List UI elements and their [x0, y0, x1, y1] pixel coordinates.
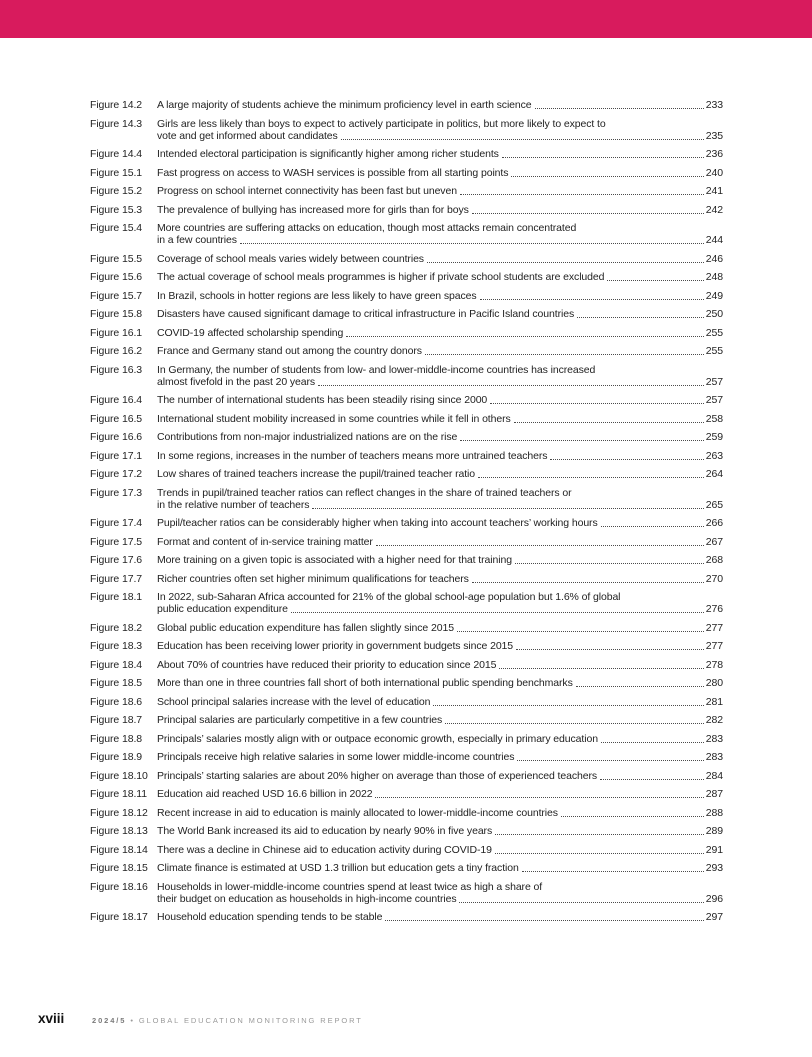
dot-leader — [517, 760, 703, 761]
figure-title: More training on a given topic is associated with a higher need for that training — [157, 554, 512, 566]
page-number: 287 — [705, 788, 723, 800]
page-number: 258 — [705, 412, 723, 425]
figure-label: Figure 16.4 — [90, 394, 143, 406]
figure-label: Figure 16.6 — [90, 431, 143, 443]
toc-entry — [90, 714, 723, 726]
figure-title: Intended electoral participation is significantly higher among richer students — [157, 148, 499, 160]
figure-title: The number of international students has been steadily rising since 2000 — [157, 394, 488, 406]
toc-entry — [90, 271, 723, 283]
figure-title-block — [157, 807, 723, 819]
dot-leader — [460, 440, 703, 441]
toc-entry — [90, 345, 723, 357]
figure-label: Figure 18.7 — [90, 714, 143, 726]
toc-entry — [90, 364, 723, 388]
figure-label: Figure 17.3 — [90, 486, 143, 499]
running-footer — [92, 1016, 363, 1025]
toc-entry — [90, 696, 723, 708]
figure-label: Figure 18.9 — [90, 751, 143, 763]
toc-entry — [90, 844, 723, 856]
figure-label: Figure 14.2 — [90, 99, 143, 111]
figure-title: Education has been receiving lower priority in government budgets since 2015 — [157, 640, 514, 652]
figure-title-block — [157, 517, 723, 529]
figure-title-block — [157, 640, 723, 652]
figure-title-block — [157, 696, 723, 708]
page-number: 265 — [705, 498, 723, 511]
figure-title-block — [157, 487, 723, 511]
page-number: 282 — [705, 714, 723, 726]
dot-leader — [601, 742, 704, 743]
toc-entry — [90, 677, 723, 689]
toc-entry — [90, 591, 723, 615]
figure-title-block — [157, 573, 723, 585]
page-number: 248 — [705, 271, 723, 283]
figure-title-block — [157, 413, 723, 425]
figure-title: COVID-19 affected scholarship spending — [157, 326, 344, 339]
figure-title-block — [157, 844, 723, 856]
dot-leader — [472, 582, 704, 583]
dot-leader — [516, 649, 704, 650]
toc-entry — [90, 185, 723, 197]
toc-entry — [90, 825, 723, 837]
dot-leader — [514, 422, 704, 423]
page-number: 244 — [705, 234, 723, 246]
dot-leader — [561, 816, 704, 817]
page-number: 235 — [705, 129, 723, 142]
page-number: 277 — [705, 621, 723, 634]
figure-label: Figure 18.11 — [90, 788, 147, 800]
figure-title-block — [157, 770, 723, 782]
figure-title-block — [157, 468, 723, 480]
toc-entry — [90, 862, 723, 874]
dot-leader — [240, 243, 704, 244]
figure-label: Figure 17.4 — [90, 517, 143, 529]
page-number: 296 — [705, 892, 723, 905]
toc-entry — [90, 573, 723, 585]
figure-title-block — [157, 431, 723, 443]
figure-title: Household education spending tends to be stable — [157, 911, 383, 923]
figure-title: Climate finance is estimated at USD 1.3 trillion but education gets a tiny fraction — [157, 862, 519, 874]
dot-leader — [459, 902, 703, 903]
figure-label: Figure 18.3 — [90, 640, 143, 652]
figure-title: The prevalence of bullying has increased more for girls than for boys — [157, 203, 469, 216]
figure-title-block — [157, 364, 723, 388]
figure-label: Figure 14.3 — [90, 117, 143, 130]
figure-title-block — [157, 862, 723, 874]
toc-entry — [90, 327, 723, 339]
figure-title: Coverage of school meals varies widely between countries — [157, 252, 424, 265]
dot-leader — [425, 354, 704, 355]
page-number: 236 — [705, 148, 723, 160]
figure-title: vote and get informed about candidates — [157, 129, 338, 142]
page-number: 297 — [705, 911, 723, 923]
figure-title-block — [157, 118, 723, 142]
figure-title-block — [157, 345, 723, 357]
dot-leader — [495, 853, 704, 854]
figure-title: Progress on school internet connectivity has been fast but uneven — [157, 185, 457, 197]
dot-leader — [346, 336, 703, 337]
dot-leader — [495, 834, 704, 835]
figure-title-block — [157, 554, 723, 566]
figure-title: The World Bank increased its aid to education by nearly 90% in five years — [157, 825, 493, 837]
figure-label: Figure 18.6 — [90, 695, 143, 708]
figure-label: Figure 18.13 — [90, 825, 148, 837]
bullet-separator: • — [130, 1016, 135, 1025]
dot-leader — [472, 213, 704, 214]
figure-label: Figure 16.5 — [90, 412, 143, 425]
figure-title-block — [157, 450, 723, 462]
toc-entry — [90, 622, 723, 634]
toc-entry — [90, 253, 723, 265]
dot-leader — [478, 477, 704, 478]
dot-leader — [499, 668, 703, 669]
figure-label: Figure 18.5 — [90, 677, 143, 689]
dot-leader — [445, 723, 704, 724]
figure-title: About 70% of countries have reduced their priority to education since 2015 — [157, 658, 497, 671]
page-number: 240 — [705, 166, 723, 179]
figure-title: their budget on education as households in high-income countries — [157, 892, 457, 905]
figure-label: Figure 17.7 — [90, 572, 143, 585]
figure-title: Recent increase in aid to education is mainly allocated to lower-middle-income countries — [157, 806, 558, 819]
page-number: 267 — [705, 535, 723, 548]
dot-leader — [607, 280, 703, 281]
figure-title-block — [157, 733, 723, 745]
figure-label: Figure 18.16 — [90, 880, 148, 893]
figure-title: almost fivefold in the past 20 years — [157, 375, 316, 388]
dot-leader — [550, 459, 703, 460]
dot-leader — [460, 194, 704, 195]
page-number: 255 — [705, 345, 723, 357]
toc-entry — [90, 659, 723, 671]
figure-title: The actual coverage of school meals programmes is higher if private school students are excluded — [157, 271, 605, 283]
figure-title: More than one in three countries fall short of both international public spending benchmarks — [157, 677, 573, 689]
figure-title-block — [157, 788, 723, 800]
dot-leader — [511, 176, 703, 177]
figure-label: Figure 18.14 — [90, 843, 148, 856]
toc-entry — [90, 413, 723, 425]
toc-entry — [90, 290, 723, 302]
toc-entry — [90, 148, 723, 160]
page-number: 283 — [705, 751, 723, 763]
figure-title: Low shares of trained teachers increase the pupil/trained teacher ratio — [157, 468, 476, 480]
page-number: 283 — [705, 732, 723, 745]
toc-entry — [90, 788, 723, 800]
figure-title: in a few countries — [157, 234, 237, 246]
page-number: 277 — [705, 640, 723, 652]
figure-title: public education expenditure — [157, 603, 288, 615]
figure-title: Global public education expenditure has fallen slightly since 2015 — [157, 621, 454, 634]
figure-title-block — [157, 714, 723, 726]
figure-title-block — [157, 167, 723, 179]
toc-entry — [90, 204, 723, 216]
figure-label: Figure 14.4 — [90, 148, 143, 160]
toc-entry — [90, 167, 723, 179]
figure-title-block — [157, 825, 723, 837]
toc-entry — [90, 881, 723, 905]
figure-title: Principals’ starting salaries are about 20% higher on average than those of experienced teachers — [157, 769, 598, 782]
figure-title-block — [157, 659, 723, 671]
figure-label: Figure 16.2 — [90, 345, 143, 357]
figure-title-block — [157, 622, 723, 634]
figure-title: in the relative number of teachers — [157, 498, 310, 511]
page-number: 242 — [705, 203, 723, 216]
dot-leader — [535, 108, 704, 109]
dot-leader — [490, 403, 704, 404]
figure-label: Figure 15.2 — [90, 185, 143, 197]
figure-title-block — [157, 271, 723, 283]
page-number: 250 — [705, 308, 723, 320]
dot-leader — [457, 631, 704, 632]
dot-leader — [318, 385, 704, 386]
figure-label: Figure 18.4 — [90, 658, 143, 671]
figure-label: Figure 15.5 — [90, 252, 143, 265]
dot-leader — [515, 563, 704, 564]
report-title: GLOBAL EDUCATION MONITORING REPORT — [138, 1016, 363, 1025]
figure-title: Principal salaries are particularly competitive in a few countries — [157, 714, 443, 726]
page-number: 288 — [705, 806, 723, 819]
toc-entry — [90, 222, 723, 246]
page-number: 278 — [705, 658, 723, 671]
page-number: 289 — [705, 825, 723, 837]
dot-leader — [291, 612, 704, 613]
figure-title-block — [157, 751, 723, 763]
page-number: 270 — [705, 572, 723, 585]
page-number: 263 — [705, 449, 723, 462]
figure-title: Education aid reached USD 16.6 billion in 2022 — [157, 788, 373, 800]
figure-title: International student mobility increased in some countries while it fell in others — [157, 412, 511, 425]
toc-entry — [90, 468, 723, 480]
figure-title: School principal salaries increase with the level of education — [157, 695, 431, 708]
toc-entry — [90, 733, 723, 745]
figure-title-block — [157, 881, 723, 905]
toc-entry — [90, 640, 723, 652]
figure-title-block — [157, 394, 723, 406]
figure-title-block — [157, 204, 723, 216]
toc-entry — [90, 536, 723, 548]
dot-leader — [577, 317, 704, 318]
dot-leader — [600, 779, 704, 780]
figure-title: Contributions from non-major industrialized nations are on the rise — [157, 431, 458, 443]
report-edition: 2024/5 — [92, 1016, 127, 1025]
figure-title-block — [157, 327, 723, 339]
figure-title-block — [157, 591, 723, 615]
figure-title: France and Germany stand out among the country donors — [157, 345, 422, 357]
figure-title: Principals’ salaries mostly align with or outpace economic growth, especially in primary education — [157, 732, 598, 745]
toc-entry — [90, 431, 723, 443]
figure-title: In Brazil, schools in hotter regions are less likely to have green spaces — [157, 289, 477, 302]
figure-label: Figure 15.8 — [90, 308, 143, 320]
figure-list — [90, 99, 723, 930]
figure-label: Figure 17.2 — [90, 468, 143, 480]
dot-leader — [522, 871, 704, 872]
toc-entry — [90, 554, 723, 566]
header-bar — [0, 0, 812, 38]
toc-entry — [90, 450, 723, 462]
page-number: 293 — [705, 862, 723, 874]
page-number: 246 — [705, 252, 723, 265]
figure-label: Figure 15.4 — [90, 222, 143, 234]
toc-entry — [90, 807, 723, 819]
toc-entry — [90, 911, 723, 923]
page-number: 284 — [705, 769, 723, 782]
page-number: 257 — [705, 375, 723, 388]
page-number: 276 — [705, 603, 723, 615]
figure-title: Pupil/teacher ratios can be considerably higher when taking into account teachers’ working hours — [157, 517, 598, 529]
toc-entry — [90, 770, 723, 782]
page-number: 259 — [705, 431, 723, 443]
dot-leader — [385, 920, 703, 921]
toc-entry — [90, 517, 723, 529]
figure-title-block — [157, 253, 723, 265]
figure-label: Figure 17.5 — [90, 535, 143, 548]
page-number: 266 — [705, 517, 723, 529]
figure-label: Figure 18.17 — [90, 911, 148, 923]
figure-label: Figure 15.6 — [90, 271, 143, 283]
figure-title-line1: Households in lower-middle-income countries spend at least twice as high a share of — [157, 880, 543, 893]
figure-label: Figure 18.1 — [90, 591, 143, 603]
toc-entry — [90, 118, 723, 142]
figure-title: In some regions, increases in the number of teachers means more untrained teachers — [157, 449, 548, 462]
toc-entry — [90, 487, 723, 511]
page-number: 281 — [705, 695, 723, 708]
figure-title: A large majority of students achieve the minimum proficiency level in earth science — [157, 99, 532, 111]
figure-title: There was a decline in Chinese aid to education activity during COVID-19 — [157, 843, 492, 856]
page-footer — [38, 1011, 363, 1026]
page-number: 268 — [705, 554, 723, 566]
figure-label: Figure 18.15 — [90, 862, 148, 874]
figure-label: Figure 16.1 — [90, 326, 143, 339]
folio-page-number: xviii — [38, 1011, 65, 1026]
figure-title-line1: Girls are less likely than boys to expect to actively participate in politics, but more likely to expect to — [157, 117, 606, 130]
figure-label: Figure 15.7 — [90, 289, 143, 302]
figure-title-block — [157, 677, 723, 689]
figure-title-line1: In Germany, the number of students from low- and lower-middle-income countries has increased — [157, 363, 596, 376]
figure-label: Figure 18.12 — [90, 806, 148, 819]
figure-title: Format and content of in-service training matter — [157, 535, 373, 548]
page-number: 233 — [705, 99, 723, 111]
toc-entry — [90, 99, 723, 111]
page-number: 264 — [705, 468, 723, 480]
dot-leader — [312, 508, 703, 509]
page-number: 257 — [705, 394, 723, 406]
figure-title: Disasters have caused significant damage to critical infrastructure in Pacific Island countries — [157, 308, 575, 320]
page-number: 255 — [705, 326, 723, 339]
figure-label: Figure 16.3 — [90, 363, 143, 376]
figure-title-block — [157, 185, 723, 197]
figure-title-block — [157, 536, 723, 548]
toc-entry — [90, 751, 723, 763]
dot-leader — [341, 139, 704, 140]
dot-leader — [376, 545, 704, 546]
figure-label: Figure 18.2 — [90, 621, 143, 634]
dot-leader — [375, 797, 703, 798]
figure-label: Figure 17.6 — [90, 554, 143, 566]
dot-leader — [480, 299, 704, 300]
figure-title-block — [157, 911, 723, 923]
figure-title-block — [157, 222, 723, 246]
figure-label: Figure 17.1 — [90, 449, 143, 462]
figure-label: Figure 15.3 — [90, 203, 143, 216]
dot-leader — [601, 526, 704, 527]
toc-entry — [90, 394, 723, 406]
figure-title: Richer countries often set higher minimum qualifications for teachers — [157, 572, 469, 585]
figure-title-block — [157, 308, 723, 320]
figure-title-block — [157, 148, 723, 160]
figure-title: Fast progress on access to WASH services is possible from all starting points — [157, 166, 509, 179]
figure-label: Figure 18.8 — [90, 732, 143, 745]
figure-title-line1: More countries are suffering attacks on education, though most attacks remain concentrated — [157, 222, 577, 234]
figure-title-block — [157, 99, 723, 111]
dot-leader — [502, 157, 704, 158]
figure-title: Principals receive high relative salaries in some lower middle-income countries — [157, 751, 515, 763]
dot-leader — [433, 705, 703, 706]
page-number: 280 — [705, 677, 723, 689]
figure-label: Figure 18.10 — [90, 769, 148, 782]
page-number: 291 — [705, 843, 723, 856]
toc-entry — [90, 308, 723, 320]
figure-title-line1: Trends in pupil/trained teacher ratios can reflect changes in the share of trained teachers or — [157, 486, 572, 499]
page-number: 241 — [705, 185, 723, 197]
figure-title-line1: In 2022, sub-Saharan Africa accounted for 21% of the global school-age population but 1.6% of global — [157, 591, 621, 603]
page-number: 249 — [705, 289, 723, 302]
dot-leader — [427, 262, 704, 263]
figure-label: Figure 15.1 — [90, 166, 143, 179]
dot-leader — [576, 686, 704, 687]
figure-title-block — [157, 290, 723, 302]
